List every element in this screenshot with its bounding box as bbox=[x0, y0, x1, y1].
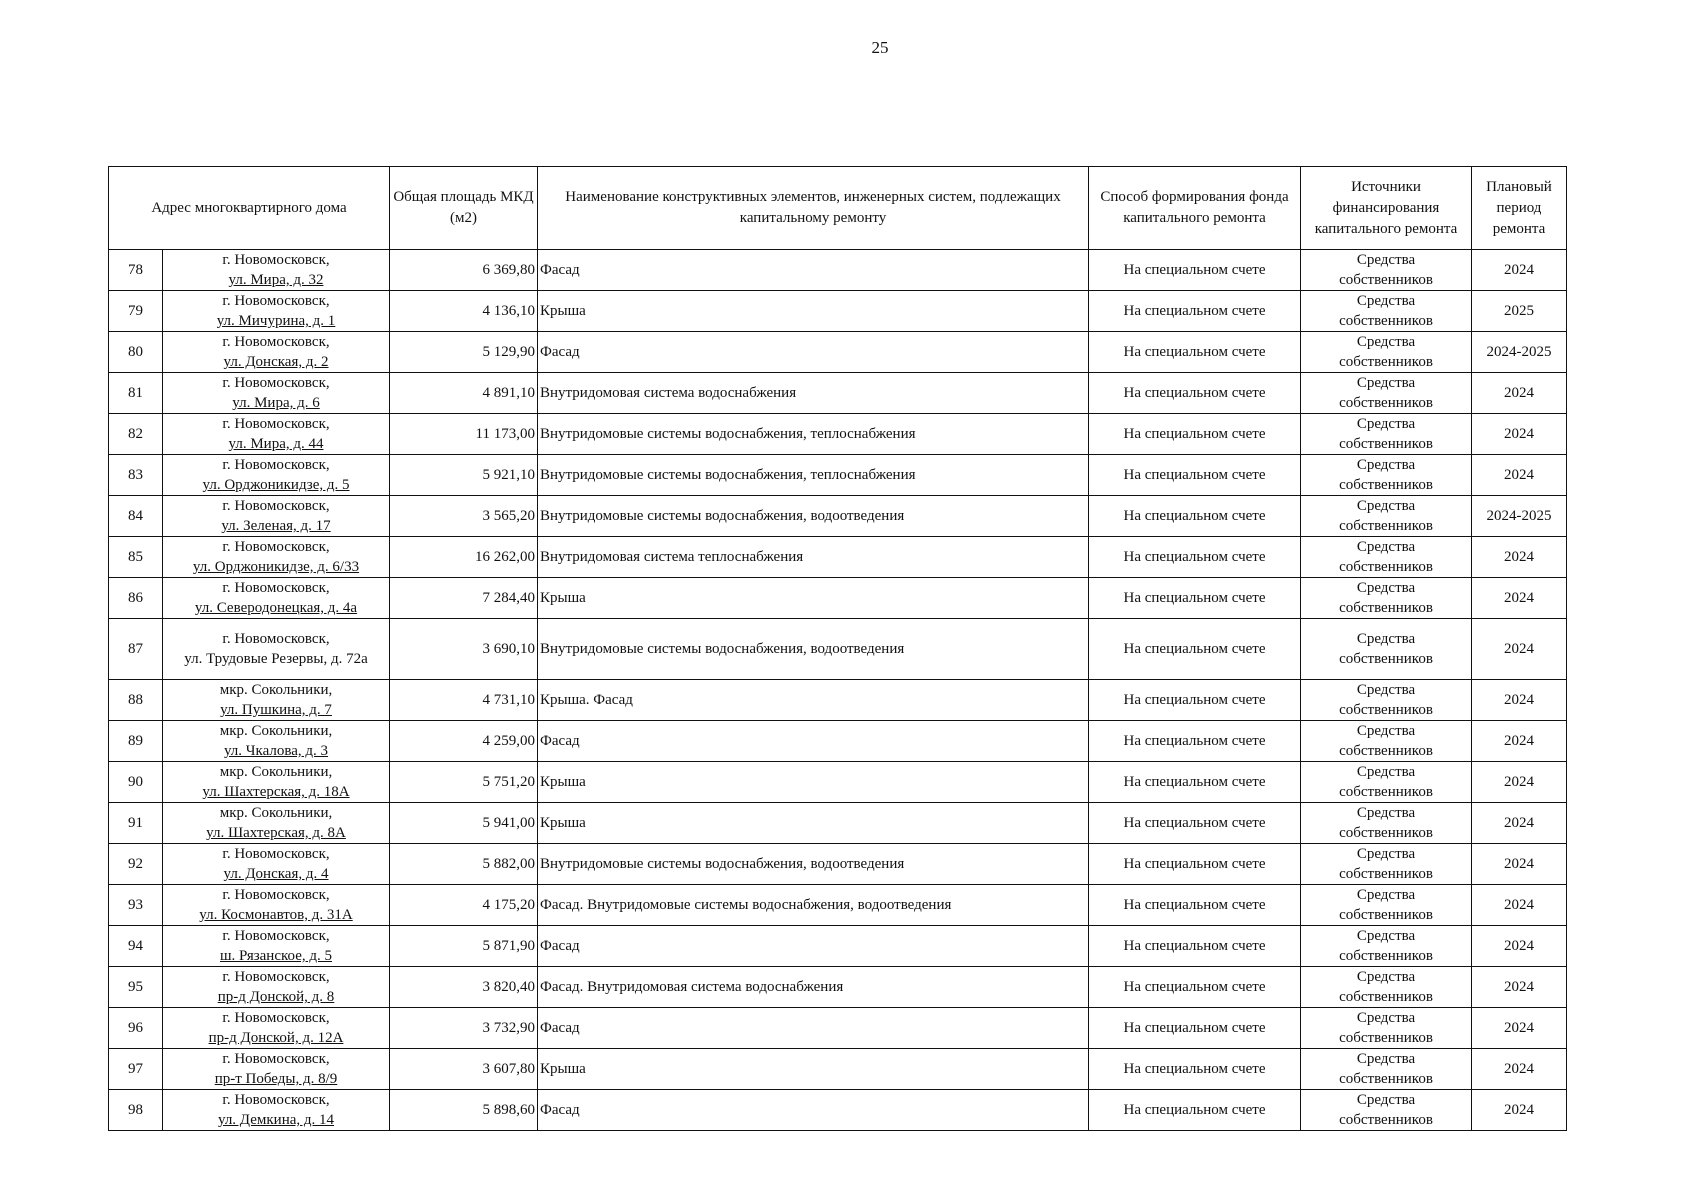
funding-line-1: Средства bbox=[1356, 498, 1416, 514]
funding-line-1: Средства bbox=[1356, 682, 1416, 698]
method-cell: На специальном счете bbox=[1089, 680, 1301, 721]
header-elements: Наименование конструктивных элементов, инженерных систем, подлежащих капитальному ремонту bbox=[538, 167, 1089, 250]
address-cell bbox=[163, 762, 390, 803]
funding-cell bbox=[1301, 537, 1472, 578]
address-cell bbox=[163, 373, 390, 414]
address-city: г. Новомосковск, bbox=[222, 416, 330, 432]
funding-cell bbox=[1301, 1008, 1472, 1049]
funding-cell bbox=[1301, 926, 1472, 967]
address-street: ул. Северодонецкая, д. 4а bbox=[194, 600, 358, 616]
address-cell bbox=[163, 291, 390, 332]
method-cell: На специальном счете bbox=[1089, 844, 1301, 885]
period-cell: 2024 bbox=[1472, 680, 1567, 721]
period-cell: 2024 bbox=[1472, 250, 1567, 291]
address-cell bbox=[163, 414, 390, 455]
funding-line-2: собственников bbox=[1339, 559, 1433, 575]
period-cell: 2024 bbox=[1472, 762, 1567, 803]
table-row bbox=[109, 455, 1567, 496]
area-cell: 4 891,10 bbox=[390, 373, 538, 414]
table-row bbox=[109, 1049, 1567, 1090]
funding-cell bbox=[1301, 1049, 1472, 1090]
row-number: 95 bbox=[109, 967, 163, 1008]
method-cell: На специальном счете bbox=[1089, 803, 1301, 844]
table-row bbox=[109, 967, 1567, 1008]
funding-line-2: собственников bbox=[1339, 1030, 1433, 1046]
area-cell: 11 173,00 bbox=[390, 414, 538, 455]
address-street: ул. Зеленая, д. 17 bbox=[221, 518, 331, 534]
page-number: 25 bbox=[871, 38, 889, 57]
funding-cell bbox=[1301, 373, 1472, 414]
period-cell: 2024 bbox=[1472, 537, 1567, 578]
funding-line-2: собственников bbox=[1339, 354, 1433, 370]
elements-cell: Фасад bbox=[538, 1090, 1089, 1131]
funding-line-1: Средства bbox=[1356, 805, 1416, 821]
funding-cell bbox=[1301, 803, 1472, 844]
funding-line-1: Средства bbox=[1356, 580, 1416, 596]
elements-cell: Внутридомовые системы водоснабжения, водоотведения bbox=[538, 496, 1089, 537]
method-cell: На специальном счете bbox=[1089, 762, 1301, 803]
elements-cell: Фасад bbox=[538, 926, 1089, 967]
funding-line-2: собственников bbox=[1339, 989, 1433, 1005]
funding-line-1: Средства bbox=[1356, 764, 1416, 780]
funding-cell bbox=[1301, 1090, 1472, 1131]
table-row bbox=[109, 578, 1567, 619]
area-cell: 5 871,90 bbox=[390, 926, 538, 967]
period-cell: 2024 bbox=[1472, 373, 1567, 414]
area-cell: 6 369,80 bbox=[390, 250, 538, 291]
row-number: 91 bbox=[109, 803, 163, 844]
table-row bbox=[109, 803, 1567, 844]
area-cell: 3 565,20 bbox=[390, 496, 538, 537]
funding-cell bbox=[1301, 414, 1472, 455]
elements-cell: Внутридомовые системы водоснабжения, теплоснабжения bbox=[538, 414, 1089, 455]
funding-line-2: собственников bbox=[1339, 1071, 1433, 1087]
address-city: г. Новомосковск, bbox=[222, 293, 330, 309]
method-cell: На специальном счете bbox=[1089, 1090, 1301, 1131]
area-cell: 3 607,80 bbox=[390, 1049, 538, 1090]
row-number: 86 bbox=[109, 578, 163, 619]
row-number: 93 bbox=[109, 885, 163, 926]
address-street: ул. Космонавтов, д. 31А bbox=[199, 907, 353, 923]
address-street: ул. Мира, д. 32 bbox=[228, 272, 324, 288]
address-city: г. Новомосковск, bbox=[222, 1010, 330, 1026]
address-street: ул. Чкалова, д. 3 bbox=[223, 743, 329, 759]
elements-cell: Внутридомовая система водоснабжения bbox=[538, 373, 1089, 414]
funding-line-1: Средства bbox=[1356, 1092, 1416, 1108]
area-cell: 5 921,10 bbox=[390, 455, 538, 496]
address-cell bbox=[163, 496, 390, 537]
method-cell: На специальном счете bbox=[1089, 619, 1301, 680]
funding-line-2: собственников bbox=[1339, 948, 1433, 964]
address-cell bbox=[163, 680, 390, 721]
address-city: г. Новомосковск, bbox=[222, 887, 330, 903]
area-cell: 5 751,20 bbox=[390, 762, 538, 803]
table-row bbox=[109, 926, 1567, 967]
elements-cell: Фасад bbox=[538, 721, 1089, 762]
address-cell bbox=[163, 578, 390, 619]
address-city: г. Новомосковск, bbox=[222, 539, 330, 555]
period-cell: 2024-2025 bbox=[1472, 496, 1567, 537]
header-funding: Источники финансирования капитального ремонта bbox=[1301, 167, 1472, 250]
elements-cell: Фасад bbox=[538, 1008, 1089, 1049]
address-street: ул. Мира, д. 44 bbox=[228, 436, 324, 452]
row-number: 90 bbox=[109, 762, 163, 803]
address-street: ул. Орджоникидзе, д. 5 bbox=[202, 477, 350, 493]
address-street: ул. Донская, д. 4 bbox=[223, 866, 329, 882]
method-cell: На специальном счете bbox=[1089, 537, 1301, 578]
funding-line-2: собственников bbox=[1339, 1112, 1433, 1128]
address-cell bbox=[163, 926, 390, 967]
address-city: г. Новомосковск, bbox=[222, 1051, 330, 1067]
address-cell bbox=[163, 250, 390, 291]
area-cell: 5 941,00 bbox=[390, 803, 538, 844]
period-cell: 2024 bbox=[1472, 578, 1567, 619]
funding-line-2: собственников bbox=[1339, 518, 1433, 534]
address-street: ш. Рязанское, д. 5 bbox=[220, 948, 332, 964]
table-row bbox=[109, 373, 1567, 414]
address-city: мкр. Сокольники, bbox=[219, 764, 333, 780]
table-row bbox=[109, 680, 1567, 721]
funding-cell bbox=[1301, 885, 1472, 926]
elements-cell: Крыша bbox=[538, 1049, 1089, 1090]
area-cell: 5 898,60 bbox=[390, 1090, 538, 1131]
address-city: мкр. Сокольники, bbox=[219, 682, 333, 698]
header-address: Адрес многоквартирного дома bbox=[109, 167, 390, 250]
address-city: г. Новомосковск, bbox=[222, 252, 330, 268]
funding-cell bbox=[1301, 967, 1472, 1008]
address-street: ул. Пушкина, д. 7 bbox=[220, 702, 332, 718]
funding-line-1: Средства bbox=[1356, 631, 1416, 647]
funding-line-1: Средства bbox=[1356, 457, 1416, 473]
address-cell bbox=[163, 619, 390, 680]
method-cell: На специальном счете bbox=[1089, 291, 1301, 332]
table-row bbox=[109, 844, 1567, 885]
area-cell: 3 820,40 bbox=[390, 967, 538, 1008]
table-row bbox=[109, 1090, 1567, 1131]
address-city: г. Новомосковск, bbox=[222, 334, 330, 350]
address-street: ул. Мира, д. 6 bbox=[232, 395, 320, 411]
address-street: ул. Трудовые Резервы, д. 72а bbox=[184, 651, 368, 667]
funding-cell bbox=[1301, 455, 1472, 496]
period-cell: 2024 bbox=[1472, 967, 1567, 1008]
funding-line-1: Средства bbox=[1356, 252, 1416, 268]
row-number: 88 bbox=[109, 680, 163, 721]
address-street: пр-д Донской, д. 12А bbox=[208, 1030, 344, 1046]
address-city: мкр. Сокольники, bbox=[219, 805, 333, 821]
address-city: мкр. Сокольники, bbox=[219, 723, 333, 739]
table-row bbox=[109, 537, 1567, 578]
address-city: г. Новомосковск, bbox=[222, 969, 330, 985]
funding-cell bbox=[1301, 721, 1472, 762]
period-cell: 2024 bbox=[1472, 455, 1567, 496]
area-cell: 4 259,00 bbox=[390, 721, 538, 762]
table-row bbox=[109, 414, 1567, 455]
funding-line-1: Средства bbox=[1356, 887, 1416, 903]
row-number: 82 bbox=[109, 414, 163, 455]
area-cell: 7 284,40 bbox=[390, 578, 538, 619]
row-number: 92 bbox=[109, 844, 163, 885]
period-cell: 2024 bbox=[1472, 1090, 1567, 1131]
period-cell: 2024 bbox=[1472, 414, 1567, 455]
address-street: пр-т Победы, д. 8/9 bbox=[214, 1071, 338, 1087]
period-cell: 2024 bbox=[1472, 803, 1567, 844]
elements-cell: Внутридомовые системы водоснабжения, водоотведения bbox=[538, 619, 1089, 680]
elements-cell: Фасад bbox=[538, 250, 1089, 291]
funding-cell bbox=[1301, 250, 1472, 291]
address-cell bbox=[163, 455, 390, 496]
period-cell: 2024 bbox=[1472, 1049, 1567, 1090]
funding-line-2: собственников bbox=[1339, 395, 1433, 411]
method-cell: На специальном счете bbox=[1089, 1008, 1301, 1049]
area-cell: 4 731,10 bbox=[390, 680, 538, 721]
funding-line-1: Средства bbox=[1356, 723, 1416, 739]
address-street: ул. Демкина, д. 14 bbox=[217, 1112, 335, 1128]
method-cell: На специальном счете bbox=[1089, 578, 1301, 619]
funding-line-2: собственников bbox=[1339, 477, 1433, 493]
address-cell bbox=[163, 844, 390, 885]
header-area: Общая площадь МКД (м2) bbox=[390, 167, 538, 250]
row-number: 98 bbox=[109, 1090, 163, 1131]
method-cell: На специальном счете bbox=[1089, 414, 1301, 455]
funding-line-2: собственников bbox=[1339, 651, 1433, 667]
row-number: 89 bbox=[109, 721, 163, 762]
area-cell: 16 262,00 bbox=[390, 537, 538, 578]
elements-cell: Внутридомовая система теплоснабжения bbox=[538, 537, 1089, 578]
method-cell: На специальном счете bbox=[1089, 1049, 1301, 1090]
repair-plan-table bbox=[108, 166, 1567, 1131]
row-number: 84 bbox=[109, 496, 163, 537]
address-cell bbox=[163, 332, 390, 373]
table-row bbox=[109, 885, 1567, 926]
funding-cell bbox=[1301, 680, 1472, 721]
table-row bbox=[109, 1008, 1567, 1049]
row-number: 79 bbox=[109, 291, 163, 332]
row-number: 97 bbox=[109, 1049, 163, 1090]
address-street: ул. Шахтерская, д. 8А bbox=[206, 825, 346, 841]
elements-cell: Фасад. Внутридомовая система водоснабжения bbox=[538, 967, 1089, 1008]
period-cell: 2024 bbox=[1472, 619, 1567, 680]
address-city: г. Новомосковск, bbox=[222, 1092, 330, 1108]
address-cell bbox=[163, 1008, 390, 1049]
period-cell: 2024 bbox=[1472, 926, 1567, 967]
method-cell: На специальном счете bbox=[1089, 967, 1301, 1008]
funding-line-1: Средства bbox=[1356, 293, 1416, 309]
method-cell: На специальном счете bbox=[1089, 926, 1301, 967]
table-row bbox=[109, 619, 1567, 680]
row-number: 80 bbox=[109, 332, 163, 373]
row-number: 94 bbox=[109, 926, 163, 967]
address-cell bbox=[163, 1049, 390, 1090]
address-city: г. Новомосковск, bbox=[222, 846, 330, 862]
elements-cell: Крыша bbox=[538, 291, 1089, 332]
funding-line-2: собственников bbox=[1339, 436, 1433, 452]
period-cell: 2024-2025 bbox=[1472, 332, 1567, 373]
funding-line-2: собственников bbox=[1339, 825, 1433, 841]
funding-cell bbox=[1301, 332, 1472, 373]
funding-line-2: собственников bbox=[1339, 866, 1433, 882]
funding-line-2: собственников bbox=[1339, 702, 1433, 718]
row-number: 81 bbox=[109, 373, 163, 414]
address-cell bbox=[163, 967, 390, 1008]
funding-line-2: собственников bbox=[1339, 313, 1433, 329]
address-city: г. Новомосковск, bbox=[222, 457, 330, 473]
method-cell: На специальном счете bbox=[1089, 455, 1301, 496]
address-street: ул. Шахтерская, д. 18А bbox=[202, 784, 350, 800]
table-row bbox=[109, 496, 1567, 537]
funding-cell bbox=[1301, 291, 1472, 332]
address-cell bbox=[163, 537, 390, 578]
funding-cell bbox=[1301, 496, 1472, 537]
method-cell: На специальном счете bbox=[1089, 885, 1301, 926]
period-cell: 2024 bbox=[1472, 885, 1567, 926]
funding-line-2: собственников bbox=[1339, 784, 1433, 800]
table-row bbox=[109, 762, 1567, 803]
period-cell: 2024 bbox=[1472, 1008, 1567, 1049]
header-method: Способ формирования фонда капитального ремонта bbox=[1089, 167, 1301, 250]
funding-line-2: собственников bbox=[1339, 272, 1433, 288]
area-cell: 5 129,90 bbox=[390, 332, 538, 373]
address-city: г. Новомосковск, bbox=[222, 631, 330, 647]
table-row bbox=[109, 291, 1567, 332]
address-city: г. Новомосковск, bbox=[222, 498, 330, 514]
elements-cell: Фасад. Внутридомовые системы водоснабжения, водоотведения bbox=[538, 885, 1089, 926]
elements-cell: Крыша. Фасад bbox=[538, 680, 1089, 721]
funding-line-1: Средства bbox=[1356, 969, 1416, 985]
header-period: Плановый период ремонта bbox=[1472, 167, 1567, 250]
address-cell bbox=[163, 1090, 390, 1131]
elements-cell: Крыша bbox=[538, 762, 1089, 803]
funding-cell bbox=[1301, 844, 1472, 885]
area-cell: 4 175,20 bbox=[390, 885, 538, 926]
elements-cell: Внутридомовые системы водоснабжения, водоотведения bbox=[538, 844, 1089, 885]
elements-cell: Крыша bbox=[538, 578, 1089, 619]
address-cell bbox=[163, 803, 390, 844]
address-street: ул. Донская, д. 2 bbox=[223, 354, 329, 370]
area-cell: 3 732,90 bbox=[390, 1008, 538, 1049]
area-cell: 5 882,00 bbox=[390, 844, 538, 885]
address-street: пр-д Донской, д. 8 bbox=[217, 989, 335, 1005]
table-row bbox=[109, 721, 1567, 762]
row-number: 96 bbox=[109, 1008, 163, 1049]
funding-line-2: собственников bbox=[1339, 600, 1433, 616]
address-cell bbox=[163, 721, 390, 762]
area-cell: 4 136,10 bbox=[390, 291, 538, 332]
method-cell: На специальном счете bbox=[1089, 373, 1301, 414]
method-cell: На специальном счете bbox=[1089, 721, 1301, 762]
address-street: ул. Мичурина, д. 1 bbox=[216, 313, 336, 329]
address-cell bbox=[163, 885, 390, 926]
method-cell: На специальном счете bbox=[1089, 250, 1301, 291]
period-cell: 2025 bbox=[1472, 291, 1567, 332]
funding-line-1: Средства bbox=[1356, 334, 1416, 350]
funding-line-2: собственников bbox=[1339, 907, 1433, 923]
row-number: 85 bbox=[109, 537, 163, 578]
address-city: г. Новомосковск, bbox=[222, 375, 330, 391]
funding-line-1: Средства bbox=[1356, 928, 1416, 944]
row-number: 83 bbox=[109, 455, 163, 496]
address-city: г. Новомосковск, bbox=[222, 928, 330, 944]
area-cell: 3 690,10 bbox=[390, 619, 538, 680]
row-number: 78 bbox=[109, 250, 163, 291]
period-cell: 2024 bbox=[1472, 721, 1567, 762]
elements-cell: Крыша bbox=[538, 803, 1089, 844]
funding-line-1: Средства bbox=[1356, 1051, 1416, 1067]
funding-cell bbox=[1301, 619, 1472, 680]
address-city: г. Новомосковск, bbox=[222, 580, 330, 596]
table-row bbox=[109, 250, 1567, 291]
funding-line-1: Средства bbox=[1356, 846, 1416, 862]
elements-cell: Внутридомовые системы водоснабжения, теплоснабжения bbox=[538, 455, 1089, 496]
method-cell: На специальном счете bbox=[1089, 332, 1301, 373]
funding-line-2: собственников bbox=[1339, 743, 1433, 759]
row-number: 87 bbox=[109, 619, 163, 680]
funding-line-1: Средства bbox=[1356, 416, 1416, 432]
table-row bbox=[109, 332, 1567, 373]
elements-cell: Фасад bbox=[538, 332, 1089, 373]
period-cell: 2024 bbox=[1472, 844, 1567, 885]
method-cell: На специальном счете bbox=[1089, 496, 1301, 537]
funding-line-1: Средства bbox=[1356, 375, 1416, 391]
address-street: ул. Орджоникидзе, д. 6/33 bbox=[192, 559, 360, 575]
funding-line-1: Средства bbox=[1356, 539, 1416, 555]
funding-line-1: Средства bbox=[1356, 1010, 1416, 1026]
funding-cell bbox=[1301, 578, 1472, 619]
funding-cell bbox=[1301, 762, 1472, 803]
table-header-row bbox=[109, 167, 1567, 250]
